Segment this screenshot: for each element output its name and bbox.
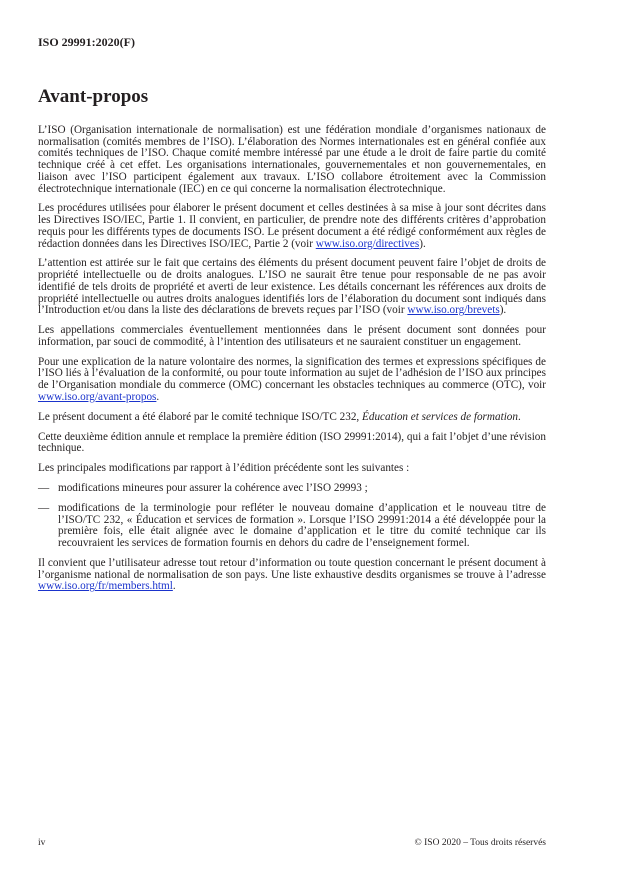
- paragraph-procedures: [38, 203, 546, 250]
- copyright-notice: © ISO 2020 – Tous droits réservés: [414, 838, 546, 848]
- paragraph-text: Pour une explication de la nature volontaire des normes, la signification des termes et expressions spécifiques de l’ISO liés à l’évaluation de la conformité, ou pour toute information au sujet de l’adhésion de l’ISO aux principes de l’Organisation mondiale du commerce (OMC) concernant les obstacles techniques au commerce (OTC), voir: [38, 355, 546, 392]
- paragraph-edition: Cette deuxième édition annule et remplace la première édition (ISO 29991:2014), qui a fait l’objet d’une révision technique.: [38, 430, 546, 455]
- list-item-text: modifications de la terminologie pour refléter le nouveau domaine d’application et le nouveau titre de l’ISO/TC 232, « Éducation et services de formation ». Lorsque l’ISO 29991:2014 a été développée pour la première fois, elle était alignée avec le domaine d’application et le titre du comité technique car ils recouvraient les services de formation fournis en dehors du cadre de l’enseignement formel.: [58, 501, 546, 550]
- list-item-text: modifications mineures pour assurer la cohérence avec l’ISO 29993 ;: [58, 482, 368, 495]
- paragraph-changes-intro: Les principales modifications par rapport à l’édition précédente sont les suivantes :: [38, 462, 410, 475]
- committee-title: Éducation et services de formation: [362, 410, 518, 423]
- paragraph-feedback: [38, 558, 546, 593]
- list-item: [38, 503, 546, 550]
- paragraph-text: ).: [419, 237, 426, 250]
- document-body: [38, 125, 546, 601]
- paragraph-text: ).: [499, 304, 507, 317]
- list-item: [38, 483, 546, 495]
- list-dash: —: [38, 501, 50, 514]
- brevets-link[interactable]: www.iso.org/brevets: [407, 304, 500, 317]
- page-title: Avant-propos: [38, 86, 149, 107]
- paragraph-text: Les procédures utilisées pour élaborer le présent document et celles destinées à sa mise à jour sont décrites dans les Directives ISO/IEC, Partie 1. Il convient, en particulier, de prendre note des différents critères d’approbation requis pour les différents types de documents ISO. Le présent document a été rédigé conformément aux règles de rédaction données dans les Directives ISO/IEC, Partie 2 (voir: [38, 202, 546, 250]
- paragraph-trade-names: Les appellations commerciales éventuellement mentionnées dans le présent document sont données pour information, par souci de commodité, à l’intention des utilisateurs et ne sauraient constituer un engagement.: [38, 324, 546, 348]
- paragraph-text: .: [172, 580, 176, 593]
- document-id-header: ISO 29991:2020(F): [38, 35, 135, 49]
- paragraph-text: .: [156, 390, 160, 403]
- paragraph-text: Le présent document a été élaboré par le comité technique ISO/TC 232,: [38, 410, 363, 423]
- list-dash: —: [38, 482, 50, 495]
- members-link[interactable]: www.iso.org/fr/members.html: [38, 580, 173, 593]
- page-number: iv: [38, 838, 46, 848]
- paragraph-patents: [38, 258, 546, 317]
- paragraph-text: .: [518, 410, 521, 423]
- avant-propos-link[interactable]: www.iso.org/avant-propos: [38, 390, 157, 403]
- paragraph-iso-intro: L’ISO (Organisation internationale de normalisation) est une fédération mondiale d’organismes nationaux de normalisation (comités membres de l’ISO). L’élaboration des Normes internationales est en général confiée aux comités techniques de l’ISO. Chaque comité membre intéressé par une étude a le droit de faire partie du comité technique créé à cet effet. Les organisations internationales, gouvernementales et non gouvernementales, en liaison avec l’ISO participent également aux travaux. L’ISO collabore étroitement avec la Commission électrotechnique internationale (IEC) en ce qui concerne la normalisation électrotechnique.: [38, 124, 546, 195]
- directives-link[interactable]: www.iso.org/directives: [315, 237, 420, 250]
- paragraph-voluntary-nature: [38, 357, 546, 404]
- paragraph-committee: [38, 412, 546, 424]
- paragraph-text: Il convient que l’utilisateur adresse tout retour d’information ou toute question concernant le présent document à l’organisme national de normalisation de son pays. Une liste exhaustive desdits organismes se trouve à l’adresse: [38, 556, 546, 581]
- paragraph-text: L’attention est attirée sur le fait que certains des éléments du présent document peuvent faire l’objet de droits de propriété intellectuelle ou de droits analogues. L’ISO ne saurait être tenue pour responsable de ne pas avoir identifié de tels droits de propriété et averti de leur existence. Les détails concernant les références aux droits de propriété intellectuelle ou autres droits analogues identifiés lors de l’élaboration du document sont indiqués dans l’Introduction et/ou dans la liste des déclarations de brevets reçues par l’ISO (voir: [38, 257, 546, 317]
